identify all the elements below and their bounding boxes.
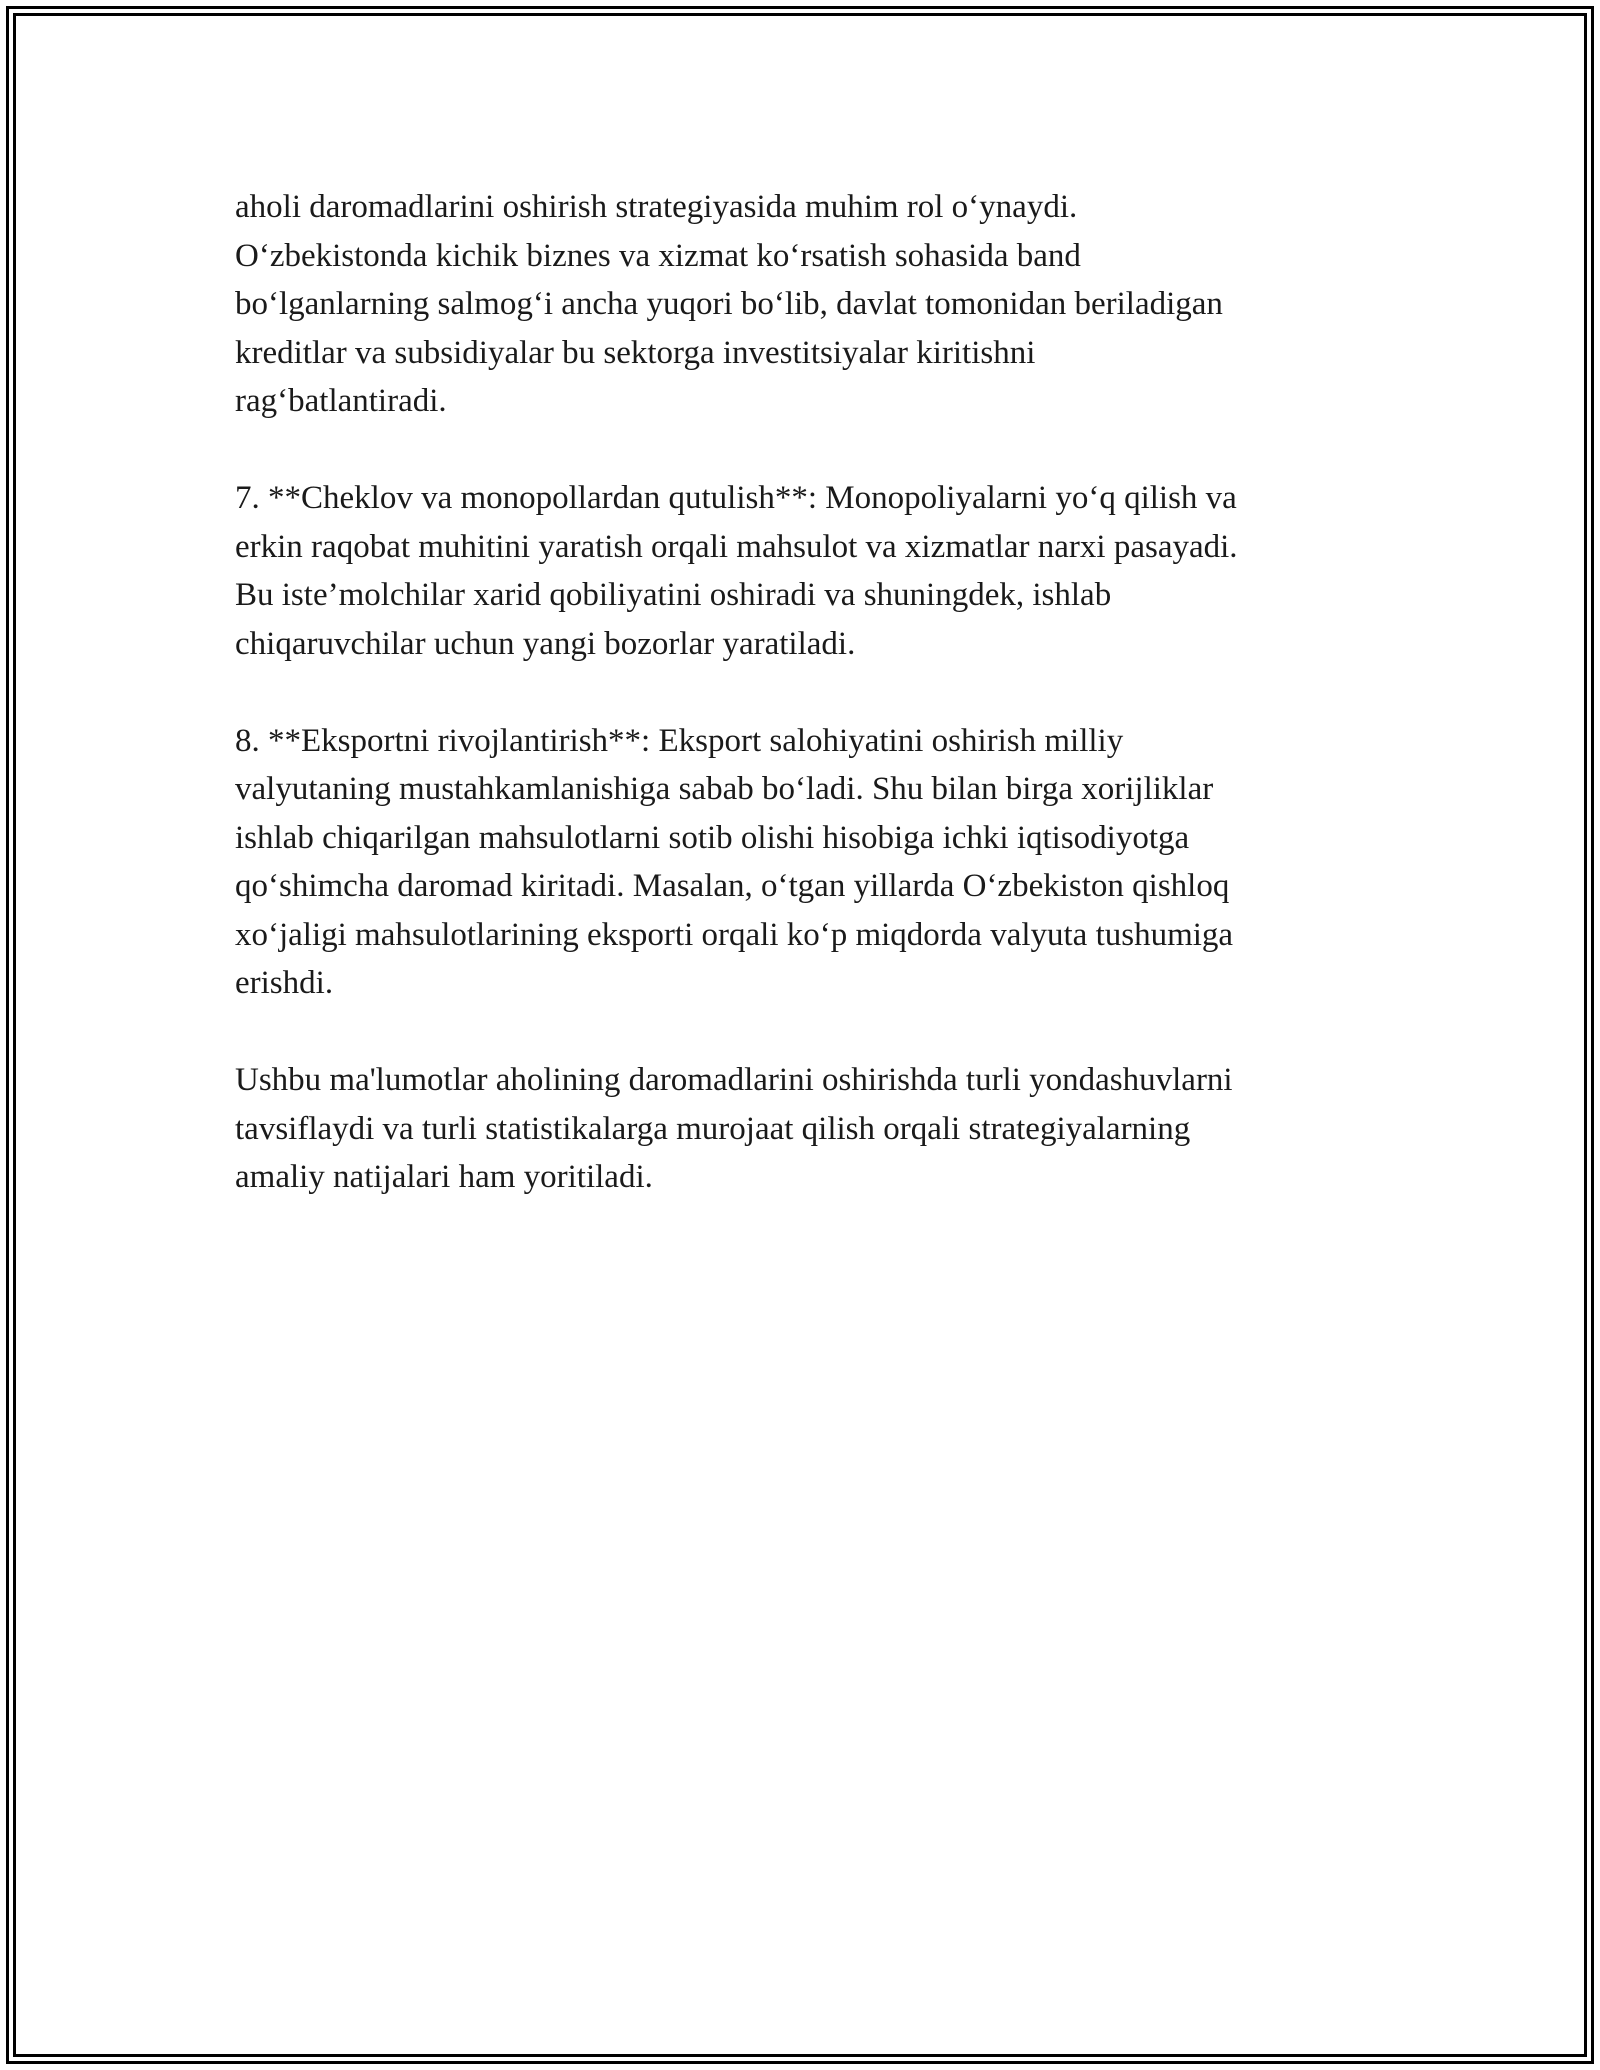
text-line: bo‘lganlarning salmog‘i ancha yuqori bo‘lib, davlat tomonidan beriladigan: [235, 286, 1223, 322]
text-line: ishlab chiqarilgan mahsulotlarni sotib olishi hisobiga ichki iqtisodiyotga: [235, 819, 1190, 856]
text-line: O‘zbekistonda kichik biznes va xizmat ko‘rsatish sohasida band: [235, 237, 1081, 274]
text-line: xo‘jaligi mahsulotlarining eksporti orqali ko‘p miqdorda valyuta tushumiga: [235, 916, 1234, 953]
text-line: amaliy natijalari ham yoritiladi.: [235, 1159, 653, 1195]
text-line: valyutaning mustahkamlanishiga sabab bo‘ladi. Shu bilan birga xorijliklar: [235, 771, 1214, 807]
text-line: Ushbu ma'lumotlar aholining daromadlarini oshirishda turli yondashuvlarni: [235, 1062, 1233, 1098]
document-body: [235, 183, 1365, 1250]
text-line: erkin raqobat muhitini yaratish orqali mahsulot va xizmatlar narxi pasayadi.: [235, 528, 1238, 565]
text-line: aholi daromadlarini oshirish strategiyasida muhim rol o‘ynaydi.: [235, 189, 1078, 225]
paragraph-item-7: [235, 474, 1365, 668]
paragraph-intro-continuation: [235, 183, 1365, 426]
text-line: 7. **Cheklov va monopollardan qutulish**: Monopoliyalarni yo‘q qilish va: [235, 480, 1237, 516]
paragraph-item-8: [235, 717, 1365, 1008]
text-line: 8. **Eksportni rivojlantirish**: Eksport salohiyatini oshirish milliy: [235, 722, 1124, 759]
text-line: rag‘batlantiradi.: [235, 383, 447, 419]
text-line: qo‘shimcha daromad kiritadi. Masalan, o‘tgan yillarda O‘zbekiston qishloq: [235, 868, 1230, 904]
text-line: chiqaruvchilar uchun yangi bozorlar yaratiladi.: [235, 625, 856, 662]
text-line: Bu iste’molchilar xarid qobiliyatini oshiradi va shuningdek, ishlab: [235, 577, 1112, 613]
text-line: tavsiflaydi va turli statistikalarga murojaat qilish orqali strategiyalarning: [235, 1110, 1191, 1147]
text-line: kreditlar va subsidiyalar bu sektorga investitsiyalar kiritishni: [235, 334, 1036, 371]
paragraph-conclusion: [235, 1056, 1365, 1202]
text-line: erishdi.: [235, 965, 334, 1001]
